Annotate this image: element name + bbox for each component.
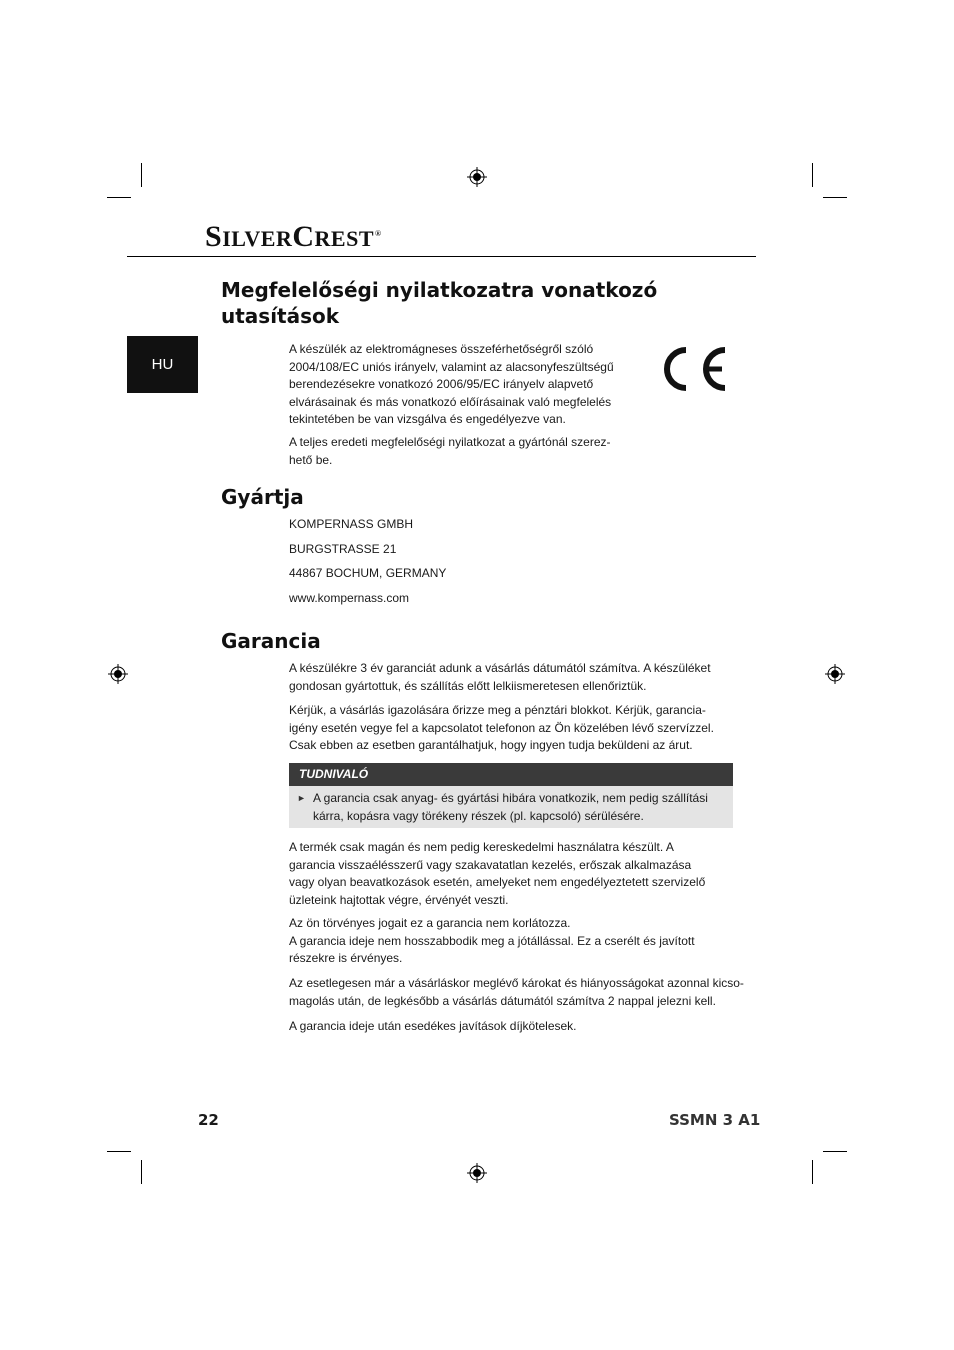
manufacturer-web: www.kompernass.com — [289, 591, 410, 605]
manufacturer-city: 44867 BOCHUM, GERMANY — [289, 566, 447, 580]
warranty-paragraph: A garancia ideje után esedékes javítások díjkötelesek. — [289, 1019, 577, 1033]
registration-mark-icon — [467, 167, 487, 187]
conformity-paragraph: A teljes eredeti megfelelőségi nyilatkozat a gyártónál szerez- hető be. — [289, 435, 611, 467]
conformity-heading: Megfelelőségi nyilatkozatra vonatkozó utasítások — [221, 278, 658, 328]
language-tab: HU — [127, 336, 198, 393]
warranty-paragraph: Az esetlegesen már a vásárláskor meglévő károkat és hiányosságokat azonnal kicso- magolás után, de legkésőbb a vásárlás dátumától számítva 2 nappal jelezni kell. — [289, 976, 744, 1008]
manufacturer-street: BURGSTRASSE 21 — [289, 542, 397, 556]
crop-mark — [823, 197, 847, 198]
conformity-paragraph: A készülék az elektromágneses összeférhetőségről szóló 2004/108/EC uniós irányelv, valamint az alacsonyfeszültségű berendezésekre vonatkozó 2006/95/EC irányelv alapvető elvárásainak és más vonatkozó előírásainak való megfelelés tekintetében be van vizsgálva és engedélyezve van. — [289, 342, 614, 426]
crop-mark — [812, 1160, 813, 1184]
manufacturer-heading: Gyártja — [221, 485, 304, 509]
crop-mark — [107, 1151, 131, 1152]
warranty-paragraph: Kérjük, a vásárlás igazolására őrizze meg a pénztári blokkot. Kérjük, garancia- igény esetén vegye fel a kapcsolatot telefonon az Ön közelében lévő szervízzel. Csak ebben az esetben garantálhatjuk, hogy ingyen tudja beküldeni az árut. — [289, 703, 714, 752]
warranty-paragraph: Az ön törvényes jogait ez a garancia nem korlátozza. A garancia ideje nem hosszabbodik meg a jótállással. Ez a cserélt és javított részekre is érvényes. — [289, 916, 695, 965]
model-number: SSMN 3 A1 — [669, 1111, 761, 1129]
brand-logo: SILVERCREST® — [205, 220, 382, 253]
header-rule — [127, 256, 756, 257]
notice-title: TUDNIVALÓ — [289, 763, 733, 786]
arrow-right-icon: ► — [297, 793, 306, 803]
registration-mark-icon — [467, 1163, 487, 1183]
crop-mark — [141, 1160, 142, 1184]
crop-mark — [823, 1151, 847, 1152]
page-number: 22 — [198, 1111, 219, 1129]
warranty-paragraph: A termék csak magán és nem pedig kereskedelmi használatra készült. A garancia visszaélésszerű vagy szakavatatlan kezelés, erőszak alkalmazása vagy olyan beavatkozások esetén, amelyeket nem engedélyeztetett szervizelő üzleteink hajtottak végre, érvényét veszti. — [289, 840, 706, 907]
ce-mark-icon — [655, 344, 729, 394]
registration-mark-icon — [108, 664, 128, 684]
crop-mark — [141, 163, 142, 187]
manufacturer-company: KOMPERNASS GMBH — [289, 517, 414, 531]
crop-mark — [107, 197, 131, 198]
registration-mark-icon — [825, 664, 845, 684]
warranty-heading: Garancia — [221, 629, 321, 653]
warranty-paragraph: A készülékre 3 év garanciát adunk a vásárlás dátumától számítva. A készüléket gondosan gyártottuk, és szállítás előtt lelkiismeretesen ellenőriztük. — [289, 661, 711, 693]
crop-mark — [812, 163, 813, 187]
notice-body: ► A garancia csak anyag- és gyártási hibára vonatkozik, nem pedig szállítási kárra, kopásra vagy törékeny részek (pl. kapcsoló) sérülésére. — [289, 786, 733, 828]
